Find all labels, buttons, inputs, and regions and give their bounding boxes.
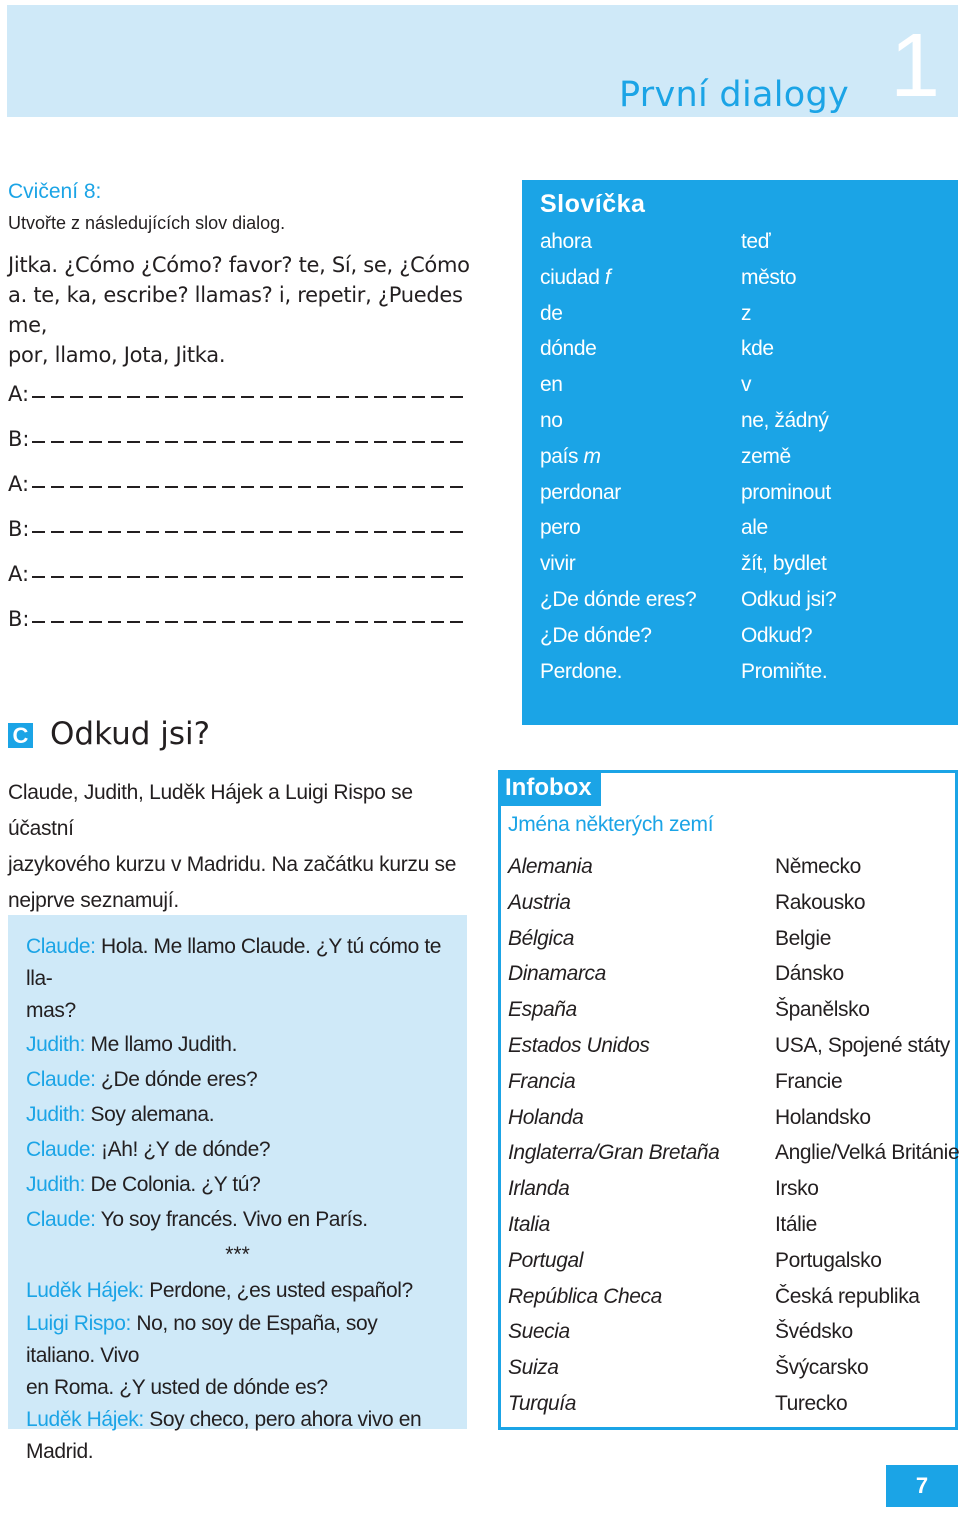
country-spanish: Francia: [508, 1069, 576, 1093]
vocabulary-entry: [540, 439, 950, 475]
intro-line: jazykového kurzu v Madridu. Na začátku kurzu se: [8, 853, 457, 876]
vocab-spanish-word: ¿De dónde eres?: [540, 588, 697, 611]
country-spanish: España: [508, 998, 577, 1022]
vocab-czech: prominout: [741, 480, 831, 504]
vocab-czech: Odkud?: [741, 623, 813, 647]
dialog-text-continued: Madrid.: [26, 1440, 94, 1463]
country-czech: Irsko: [775, 1177, 819, 1201]
country-czech: Švýcarsko: [775, 1356, 869, 1380]
vocab-spanish: [540, 618, 652, 654]
country-czech: Česká republika: [775, 1284, 920, 1308]
country-czech: Anglie/Velká Británie: [775, 1141, 960, 1165]
dialog-text: Perdone, ¿es usted español?: [143, 1279, 413, 1302]
speaker-label: A:: [8, 382, 30, 406]
vocab-spanish: [540, 296, 563, 332]
blank-underline[interactable]: [32, 531, 468, 533]
dialog-speaker: Luigi Rispo:: [26, 1312, 131, 1335]
country-czech: Itálie: [775, 1213, 817, 1236]
dialog-text: No, no soy de España, soy italiano. Vivo: [26, 1312, 378, 1367]
answer-line[interactable]: [8, 607, 468, 631]
dialog-text-continued: en Roma. ¿Y usted de dónde es?: [26, 1376, 328, 1399]
vocab-spanish-word: no: [540, 409, 563, 432]
country-spanish: Suecia: [508, 1320, 570, 1344]
dialog-text-continued: mas?: [26, 999, 76, 1022]
speaker-label: A:: [8, 562, 30, 586]
country-entry: [508, 1314, 948, 1350]
country-entry: [508, 885, 948, 921]
vocabulary-entry: [540, 403, 950, 439]
section-intro: [8, 775, 478, 919]
country-spanish: República Checa: [508, 1284, 662, 1308]
blank-underline[interactable]: [32, 441, 468, 443]
dialog-speaker: Judith:: [26, 1173, 86, 1196]
country-czech: Portugalsko: [775, 1248, 882, 1272]
country-entry: [508, 1350, 948, 1386]
vocab-spanish-word: pero: [540, 516, 581, 540]
country-entry: [508, 849, 948, 885]
dialog-speaker: Luděk Hájek:: [26, 1408, 144, 1431]
chapter-title: První dialogy: [619, 75, 849, 115]
dialog-line: [26, 931, 449, 1027]
vocab-spanish: [540, 654, 622, 690]
country-entry: [508, 1207, 948, 1243]
country-spanish: Alemania: [508, 855, 593, 878]
vocab-czech: ale: [741, 516, 768, 540]
dialog-text: Soy alemana.: [85, 1103, 215, 1126]
country-entry: [508, 956, 948, 992]
country-spanish: Suiza: [508, 1356, 559, 1380]
dialog-speaker: Luděk Hájek:: [26, 1279, 144, 1302]
vocab-spanish: [540, 475, 621, 511]
dialog-separator: ***: [225, 1243, 250, 1266]
vocabulary-entry: [540, 475, 950, 511]
vocabulary-entry: [540, 546, 950, 582]
infobox-tab: Infobox: [498, 770, 601, 806]
speaker-label: A:: [8, 472, 30, 496]
answer-line[interactable]: [8, 562, 468, 586]
chapter-header: [7, 5, 958, 117]
country-entry: [508, 1386, 948, 1422]
dialog-text: Yo soy francés. Vivo en París.: [95, 1208, 368, 1231]
country-spanish: Irlanda: [508, 1177, 570, 1201]
country-czech: USA, Spojené státy: [775, 1034, 950, 1057]
exercise-word-list: [8, 250, 478, 370]
country-czech: Francie: [775, 1069, 843, 1093]
speaker-label: B:: [8, 607, 30, 631]
dialog-speaker: Claude:: [26, 1208, 96, 1231]
dialog-line: [26, 1097, 449, 1132]
country-czech: Holandsko: [775, 1105, 871, 1129]
vocab-spanish: [540, 260, 610, 296]
country-spanish: Austria: [508, 890, 571, 914]
vocabulary-entry: [540, 260, 950, 296]
dialog-text: Hola. Me llamo Claude. ¿Y tú cómo te lla-: [26, 935, 442, 990]
vocab-spanish: [540, 403, 563, 439]
intro-line: Claude, Judith, Luděk Hájek a Luigi Rispo se účastní: [8, 781, 413, 840]
dialog-line: [26, 1062, 449, 1097]
country-entry: [508, 992, 948, 1028]
vocab-spanish-word: país: [540, 444, 584, 468]
dialog-text: De Colonia. ¿Y tú?: [85, 1173, 261, 1196]
dialog-part-two: [26, 1273, 449, 1468]
vocab-spanish: [540, 331, 596, 367]
country-entry: [508, 1135, 960, 1171]
country-spanish: Italia: [508, 1213, 550, 1236]
vocabulary-entry: [540, 582, 950, 618]
vocab-czech: v: [741, 373, 752, 397]
section-title: Odkud jsi?: [50, 716, 211, 752]
vocabulary-entry: [540, 510, 950, 546]
dialog-line: [26, 1167, 449, 1202]
answer-line[interactable]: [8, 517, 468, 541]
dialog-part-one: [26, 931, 449, 1237]
vocab-spanish-word: ciudad: [540, 265, 605, 289]
vocabulary-title: Slovíčka: [540, 190, 646, 218]
blank-underline[interactable]: [32, 486, 468, 488]
exercise-instruction: Utvořte z následujících slov dialog.: [8, 213, 286, 233]
country-entry: [508, 1279, 948, 1315]
vocabulary-entry: [540, 367, 950, 403]
blank-underline[interactable]: [32, 621, 468, 623]
dialog-speaker: Judith:: [26, 1103, 86, 1126]
word-list-line: a. te, ka, escribe? llamas? i, repetir, ¿Puedes me,: [8, 283, 463, 337]
country-czech: Španělsko: [775, 998, 870, 1022]
speaker-label: B:: [8, 517, 30, 541]
vocab-czech: město: [741, 265, 797, 289]
country-entry: [508, 1028, 948, 1064]
country-spanish: Turquía: [508, 1392, 577, 1415]
dialog-speaker: Claude:: [26, 935, 96, 958]
vocab-spanish-word: Perdone.: [540, 659, 623, 683]
country-entry: [508, 1171, 948, 1207]
vocab-czech: z: [741, 301, 752, 325]
vocabulary-entry: [540, 296, 950, 332]
dialog-text: Soy checo, pero ahora vivo en: [143, 1408, 422, 1431]
word-list-line: por, llamo, Jota, Jitka.: [8, 343, 226, 367]
country-czech: Belgie: [775, 926, 831, 950]
vocab-spanish: [540, 224, 592, 260]
country-czech: Švédsko: [775, 1320, 853, 1344]
vocab-spanish-word: vivir: [540, 552, 576, 576]
speaker-label: B:: [8, 427, 30, 451]
vocab-spanish: [540, 367, 563, 403]
country-spanish: Holanda: [508, 1105, 584, 1129]
section-badge: C: [8, 723, 33, 748]
exercise-label: Cvičení 8:: [8, 180, 102, 203]
page-number: 7: [886, 1465, 958, 1507]
dialog-text: ¿De dónde eres?: [95, 1068, 258, 1091]
dialog-text: ¡Ah! ¿Y de dónde?: [95, 1138, 271, 1161]
dialog-box: [8, 915, 467, 1463]
blank-underline[interactable]: [32, 576, 468, 578]
vocab-czech: země: [741, 444, 791, 468]
dialog-speaker: Claude:: [26, 1138, 96, 1161]
country-czech: Německo: [775, 855, 861, 878]
dialog-line: [26, 1273, 449, 1308]
dialog-text: Me llamo Judith.: [85, 1033, 238, 1056]
vocab-spanish-word: perdonar: [540, 480, 621, 504]
country-czech: Rakousko: [775, 890, 866, 914]
country-spanish: Dinamarca: [508, 962, 606, 986]
answer-line[interactable]: [8, 472, 468, 496]
dialog-line: [26, 1202, 449, 1237]
chapter-number: 1: [889, 16, 940, 116]
vocab-spanish-word: ¿De dónde?: [540, 623, 652, 647]
word-list-line: Jitka. ¿Cómo ¿Cómo? favor? te, Sí, se, ¿Cómo: [8, 253, 470, 277]
dialog-line: [26, 1027, 449, 1062]
vocab-spanish: [540, 546, 575, 582]
vocabulary-entry: [540, 331, 950, 367]
vocab-czech: Promiňte.: [741, 659, 828, 683]
infobox-subtitle: Jména některých zemí: [508, 813, 714, 836]
vocab-spanish-word: ahora: [540, 230, 592, 253]
vocab-spanish: [540, 510, 580, 546]
dialog-speaker: Judith:: [26, 1033, 86, 1056]
country-czech: Turecko: [775, 1392, 848, 1415]
vocab-czech: ne, žádný: [741, 409, 829, 432]
country-entry: [508, 1243, 948, 1279]
dialog-line: [26, 1132, 449, 1167]
vocab-spanish-word: de: [540, 301, 563, 325]
country-entry: [508, 1064, 948, 1100]
dialog-line: [26, 1308, 449, 1404]
vocab-spanish: [540, 582, 696, 618]
vocab-gender: f: [604, 265, 611, 289]
vocab-gender: m: [583, 444, 601, 468]
country-czech: Dánsko: [775, 962, 844, 986]
vocab-czech: Odkud jsi?: [741, 588, 837, 611]
country-spanish: Portugal: [508, 1248, 584, 1272]
answer-line[interactable]: [8, 427, 468, 451]
dialog-speaker: Claude:: [26, 1068, 96, 1091]
vocab-czech: kde: [741, 337, 774, 361]
vocabulary-entry: [540, 654, 950, 690]
blank-underline[interactable]: [32, 396, 468, 398]
answer-line[interactable]: [8, 382, 468, 406]
country-entry: [508, 1100, 948, 1136]
vocab-spanish-word: dónde: [540, 337, 597, 361]
vocab-spanish: [540, 439, 601, 475]
country-entry: [508, 921, 948, 957]
vocab-czech: teď: [741, 230, 771, 253]
dialog-line: [26, 1404, 449, 1468]
country-spanish: Estados Unidos: [508, 1034, 650, 1057]
vocabulary-box: [522, 180, 958, 725]
intro-line: nejprve seznamují.: [8, 889, 179, 912]
country-spanish: Inglaterra/Gran Bretaña: [508, 1141, 720, 1165]
vocab-czech: žít, bydlet: [741, 552, 827, 576]
country-spanish: Bélgica: [508, 926, 575, 950]
vocab-spanish-word: en: [540, 373, 563, 397]
vocabulary-entry: [540, 618, 950, 654]
vocabulary-entry: [540, 224, 950, 260]
